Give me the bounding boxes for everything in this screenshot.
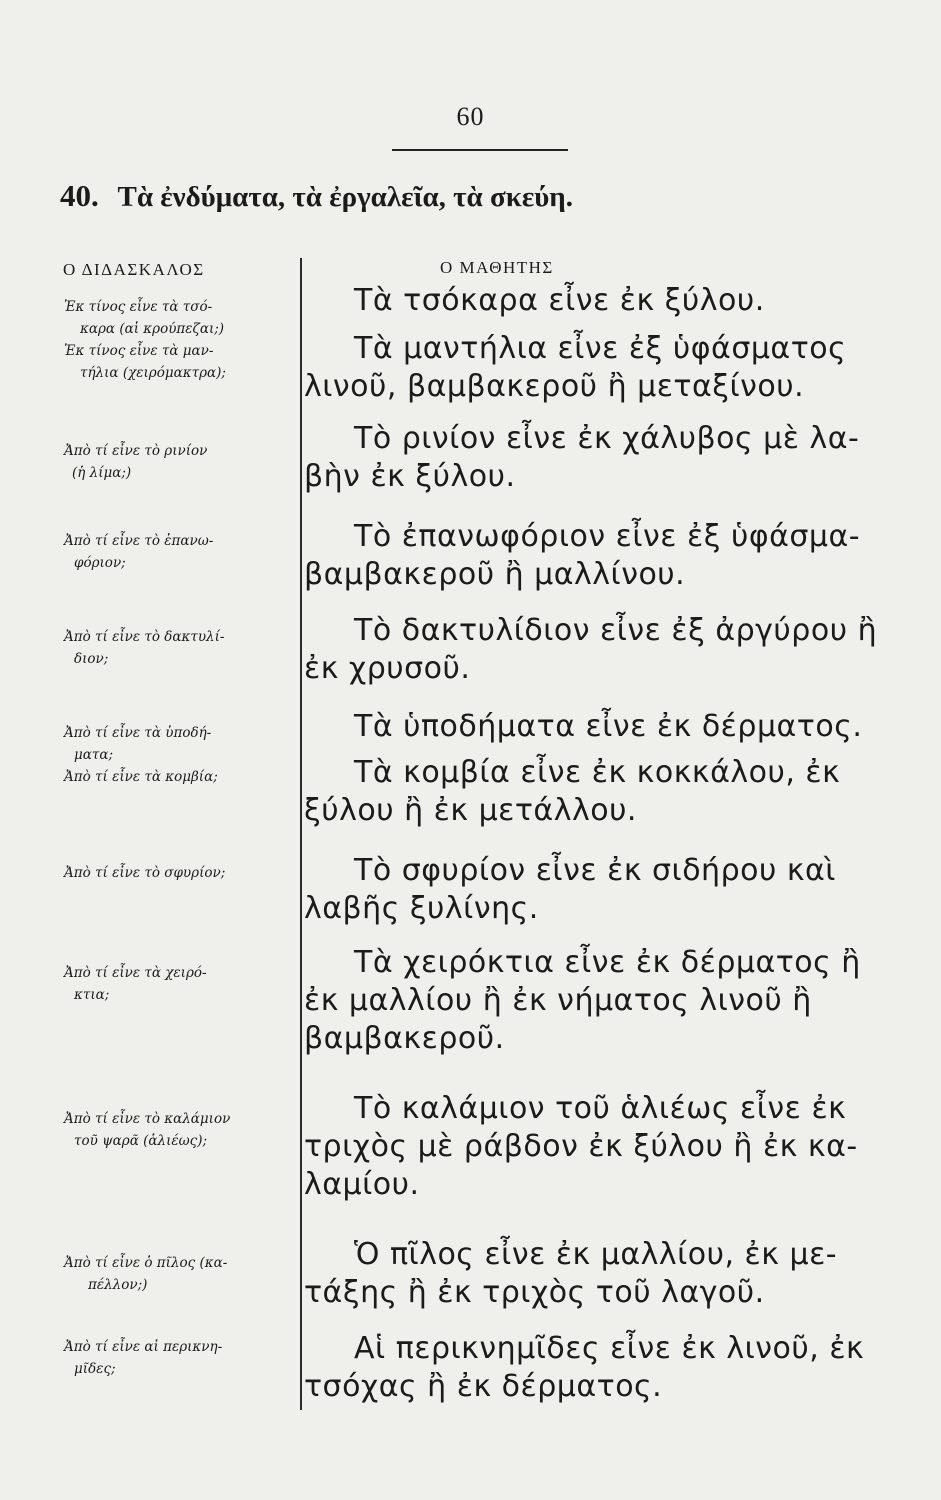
answer-line: Αἱ περικνημῖδες εἶνε ἐκ λινοῦ, ἐκ bbox=[354, 1331, 865, 1366]
question-line: Ἀπὸ τί εἶνε τὸ ἐπανω- bbox=[64, 533, 214, 549]
answer-block bbox=[304, 708, 914, 746]
answer-block bbox=[304, 754, 914, 830]
header-rule bbox=[392, 149, 568, 151]
question-line: Ἐκ τίνος εἶνε τὰ τσό- bbox=[64, 299, 213, 315]
student-column-header: Ο ΜΑΘΗΤΗΣ bbox=[440, 258, 554, 277]
question-line: πέλλον;) bbox=[88, 1277, 148, 1293]
question-line: διον; bbox=[74, 651, 109, 667]
question-block bbox=[64, 1252, 298, 1296]
question-line: φόριον; bbox=[74, 555, 126, 571]
question-line: Ἀπὸ τί εἶνε ὁ πῖλος (κα- bbox=[64, 1255, 228, 1271]
answer-block bbox=[304, 944, 914, 1058]
answer-block bbox=[304, 852, 914, 928]
question-block bbox=[64, 962, 298, 1006]
question-line: τήλια (χειρόμακτρα); bbox=[80, 365, 226, 381]
question-line: καρα (αἱ κρούπεζαι;) bbox=[80, 321, 225, 337]
answer-block bbox=[304, 1090, 914, 1204]
answer-line: ἐκ χρυσοῦ. bbox=[304, 651, 471, 686]
answer-block bbox=[304, 1236, 914, 1312]
question-block bbox=[64, 1336, 298, 1380]
answer-line: λινοῦ, βαμβακεροῦ ἢ μεταξίνου. bbox=[304, 369, 805, 404]
question-block bbox=[64, 296, 298, 384]
answer-block bbox=[304, 518, 914, 594]
question-line: Ἀπὸ τί εἶνε τὸ δακτυλί- bbox=[64, 629, 225, 645]
question-line: (ἡ λίμα;) bbox=[72, 465, 132, 481]
question-line: Ἐκ τίνος εἶνε τὰ μαν- bbox=[64, 343, 214, 359]
answer-block bbox=[304, 420, 914, 496]
answer-line: βαμβακεροῦ. bbox=[304, 1021, 505, 1056]
question-line: Ἀπὸ τί εἶνε τὸ καλάμιον bbox=[64, 1111, 231, 1127]
teacher-column-header: Ο ΔΙΔΑΣΚΑΛΟΣ bbox=[63, 260, 205, 279]
answer-line: Τὸ ἐπανωφόριον εἶνε ἐξ ὑφάσμα- bbox=[354, 519, 861, 554]
answer-line: Τὰ ὑποδήματα εἶνε ἐκ δέρματος. bbox=[354, 709, 863, 744]
answer-line: Τὸ καλάμιον τοῦ ἁλιέως εἶνε ἐκ bbox=[354, 1091, 847, 1126]
answer-line: Τὸ σφυρίον εἶνε ἐκ σιδήρου καὶ bbox=[354, 853, 836, 888]
answer-block bbox=[304, 282, 914, 320]
answer-line: Τὰ μαντήλια εἶνε ἐξ ὑφάσματος bbox=[354, 331, 847, 366]
answer-block bbox=[304, 612, 914, 688]
answer-line: τάξης ἢ ἐκ τριχὸς τοῦ λαγοῦ. bbox=[304, 1275, 765, 1310]
answer-block bbox=[304, 330, 914, 406]
column-divider bbox=[300, 258, 302, 1410]
answer-line: Τὸ δακτυλίδιον εἶνε ἐξ ἀργύρου ἢ bbox=[354, 613, 878, 648]
answer-block bbox=[304, 1330, 914, 1406]
question-block bbox=[64, 722, 298, 788]
answer-line: Ὁ πῖλος εἶνε ἐκ μαλλίου, ἐκ με- bbox=[354, 1237, 838, 1272]
question-line: μῖδες; bbox=[74, 1361, 116, 1377]
section-heading bbox=[60, 178, 920, 214]
answer-line: Τὰ τσόκαρα εἶνε ἐκ ξύλου. bbox=[354, 283, 765, 318]
answer-line: ἐκ μαλλίου ἢ ἐκ νήματος λινοῦ ἢ bbox=[304, 983, 812, 1018]
question-line: Ἀπὸ τί εἶνε τὰ κομβία; bbox=[64, 769, 218, 785]
page-number: 60 bbox=[456, 102, 485, 131]
question-block bbox=[64, 862, 298, 884]
question-line: Ἀπὸ τί εἶνε τὰ ὑποδή- bbox=[64, 725, 212, 741]
question-block bbox=[64, 440, 298, 484]
answer-line: λαβῆς ξυλίνης. bbox=[304, 891, 539, 926]
question-block bbox=[64, 530, 298, 574]
answer-line: τριχὸς μὲ ράβδον ἐκ ξύλου ἢ ἐκ κα- bbox=[304, 1129, 858, 1164]
section-title: Τὰ ἐνδύματα, τὰ ἐργαλεῖα, τὰ σκεύη. bbox=[117, 181, 574, 213]
question-line: Ἀπὸ τί εἶνε τὸ σφυρίον; bbox=[64, 865, 226, 881]
answer-line: βαμβακεροῦ ἢ μαλλίνου. bbox=[304, 557, 686, 592]
answer-line: λαμίου. bbox=[304, 1167, 420, 1202]
answer-line: τσόχας ἢ ἐκ δέρματος. bbox=[304, 1369, 663, 1404]
answer-line: ξύλου ἢ ἐκ μετάλλου. bbox=[304, 793, 637, 828]
question-block bbox=[64, 626, 298, 670]
question-block bbox=[64, 1108, 298, 1152]
question-line: Ἀπὸ τί εἶνε αἱ περικνη- bbox=[64, 1339, 223, 1355]
question-line: κτια; bbox=[74, 987, 110, 1003]
question-line: ματα; bbox=[74, 747, 114, 763]
question-line: Ἀπὸ τί εἶνε τὸ ρινίον bbox=[64, 443, 208, 459]
answer-line: Τὰ χειρόκτια εἶνε ἐκ δέρματος ἢ bbox=[354, 945, 861, 980]
answer-line: βὴν ἐκ ξύλου. bbox=[304, 459, 516, 494]
answer-line: Τὸ ρινίον εἶνε ἐκ χάλυβος μὲ λα- bbox=[354, 421, 860, 456]
section-number: 40. bbox=[60, 178, 99, 213]
question-line: Ἀπὸ τί εἶνε τὰ χειρό- bbox=[64, 965, 207, 981]
question-line: τοῦ ψαρᾶ (ἁλιέως); bbox=[74, 1133, 208, 1149]
answer-line: Τὰ κομβία εἶνε ἐκ κοκκάλου, ἐκ bbox=[354, 755, 841, 790]
